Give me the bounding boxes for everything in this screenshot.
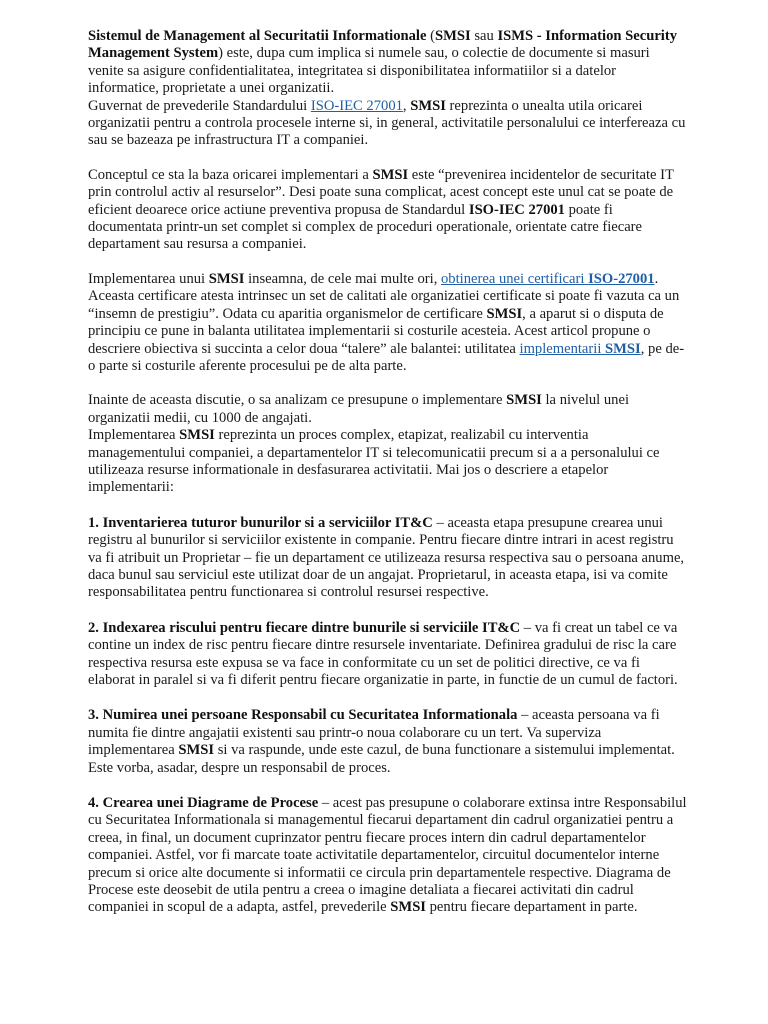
text-run: pentru fiecare departament in parte. (425, 899, 638, 916)
text-run: ) este, dupa cum implica si numele sau, o colectie de documente si masuri venite sa asigure confidentialitatea, integritatea si disponibilitatea informatiilor si a datelor informatice, proprietate a unei organizatii. (88, 45, 650, 97)
step-1-paragraph (88, 515, 688, 602)
step-1-body: – aceasta etapa presupune crearea unui registru al bunurilor si serviciilor existente in companie. Pentru fiecare dintre intrari in acest registru va fi atribuit un Proprietar – fie un departament ce utilizeaza resursa respectiva sau o persoana anume, daca bunul sau serviciul este utilizat doar de un angajat. Proprietarul, in aceasta etapa, isi va comite responsabilitatea pentru functionarea si controlul resursei respective. (88, 514, 685, 601)
text-run: inseamna, de cele mai multe ori, (244, 270, 441, 287)
text-run: , a aparut si o disputa de principiu ce pune in balanta utilitatea implementarii si costurile acesteia. Acest articol propune o descriere obiectiva si succinta a celor doua “talere” ale balantei: utilitatea (88, 305, 664, 357)
bold-term: SMSI (486, 305, 523, 322)
bold-term: SMSI (434, 28, 471, 44)
step-2-heading: 2. Indexarea riscului pentru fiecare dintre bunurile si serviciile IT&C (88, 619, 521, 636)
bold-term: SMSI (178, 742, 215, 759)
text-run: Implementarea unui (88, 270, 209, 287)
step-2-body: – va fi creat un tabel ce va contine un index de risc pentru fiecare dintre resursele inventariate. Definirea gradului de risc la care respectiva resursa este expusa se va face in conformitate cu un set de politici directive, ce va fi elaborat in paralel si va fi diferit pentru fiecare organizatie in parte, in functie de un cumul de factori. (88, 619, 678, 688)
text-run: Guvernat de prevederile Standardului (88, 97, 311, 114)
text-run: , pe de-o parte si costurile aferente procesului pe de alta parte. (88, 340, 685, 374)
certification-iso-27001-link[interactable] (441, 271, 655, 287)
text-run: ( (426, 28, 435, 44)
link-text: obtinerea unei certificari (441, 270, 589, 287)
bold-term: SMSI (410, 97, 446, 114)
link-text: implementarii (519, 340, 606, 357)
text-run: – aceasta persoana va fi numita fie dintre angajatii existenti sau printr-o noua colaborare cu un tert. Va superviza implementarea (88, 707, 660, 759)
step-3-heading: 3. Numirea unei persoane Responsabil cu Securitatea Informationala (88, 707, 518, 724)
smsi-implementation-link[interactable] (520, 341, 641, 357)
bold-term: SMSI (372, 166, 409, 183)
paragraph-intro (88, 28, 688, 98)
paragraph-analysis (88, 392, 688, 427)
text-run: la nivelul unei organizatii medii, cu 1000 de angajati. (88, 392, 629, 426)
iso-iec-27001-link[interactable]: ISO-IEC 27001 (310, 97, 403, 114)
bold-term: SMSI (179, 427, 215, 444)
step-2-paragraph (88, 620, 688, 690)
bold-term: ISO-IEC 27001 (468, 201, 565, 218)
paragraph-certification (88, 271, 688, 375)
paragraph-standard (88, 98, 688, 150)
text-run: , (402, 97, 411, 114)
bold-term: SMSI (506, 392, 542, 409)
text-run: sau (470, 28, 498, 44)
text-run: Inainte de aceasta discutie, o sa analizam ce presupune o implementare (88, 392, 507, 409)
text-run: – acest pas presupune o colaborare extinsa intre Responsabilul cu Securitatea Informationala si managementul fiecarui departament din cadrul organizatiei pentru a creea, in final, un document cuprinzator pentru fiecare proces intern din cadrul departamentelor companiei. Astfel, vor fi marcate toate activitatile departamentelor, circuitul documentelor interne precum si orice alte documente si informatii ce circula prin departamentele respective. Diagrama de Procese este deosebit de utila pentru a creea o imagine detaliata a fiecarei activitati din cadrul companiei in scopul de a adapta, astfel, prevederile (88, 795, 687, 916)
text-run: este “prevenirea incidentelor de securitate IT prin controlul activ al resurselor”. Desi poate suna complicat, acest concept este unul cat se poate de eficient deoarece orice actiune preventiva propusa de Standardul (88, 166, 674, 218)
link-bold-text: ISO-27001 (588, 270, 655, 287)
bold-term: ISMS - Information Security Management System (88, 28, 678, 62)
link-bold-text: SMSI (605, 340, 641, 357)
paragraph-implementation (88, 427, 688, 497)
bold-term: SMSI (390, 899, 426, 916)
text-run: poate fi documentata printr-un set complet si complex de proceduri operationale, orientate catre fiecare departament sau resursa a companiei. (88, 201, 643, 253)
step-3-paragraph (88, 707, 688, 777)
text-run: si va raspunde, unde este cazul, de buna functionare a sistemului implementat. Este vorba, asadar, despre un responsabil de proces. (88, 742, 675, 776)
text-run: reprezinta o unealta utila oricarei organizatii pentru a controla procesele interne si, in general, activitatile personalului ce interfereaza cu sau se bazeaza pe infrastructura IT a companiei. (88, 97, 686, 149)
paragraph-concept (88, 167, 688, 254)
text-run: Implementarea (88, 427, 180, 444)
text-run: . Aceasta certificare atesta intrinsec un set de calitati ale organizatiei certificate si poate fi vazuta ca un “insemn de prestigiu”. Odata cu aparitia organismelor de certificare (88, 270, 680, 322)
text-run: reprezinta un proces complex, etapizat, realizabil cu interventia managementului companiei, a departamentelor IT si telecomunicatii precum si a a personalului ce utilizeaza resurse informationale in desfasurarea activitatii. Mai jos o descriere a etapelor implementarii: (88, 427, 660, 496)
bold-term: SMSI (208, 270, 245, 287)
text-run: Conceptul ce sta la baza oricarei implementari a (88, 166, 373, 183)
step-4-paragraph (88, 795, 688, 917)
bold-term: Sistemul de Management al Securitatii Informationale (88, 28, 427, 44)
step-1-heading: 1. Inventarierea tuturor bunurilor si a serviciilor IT&C (88, 514, 433, 531)
step-4-heading: 4. Crearea unei Diagrame de Procese (88, 795, 319, 812)
document-page (88, 28, 688, 917)
